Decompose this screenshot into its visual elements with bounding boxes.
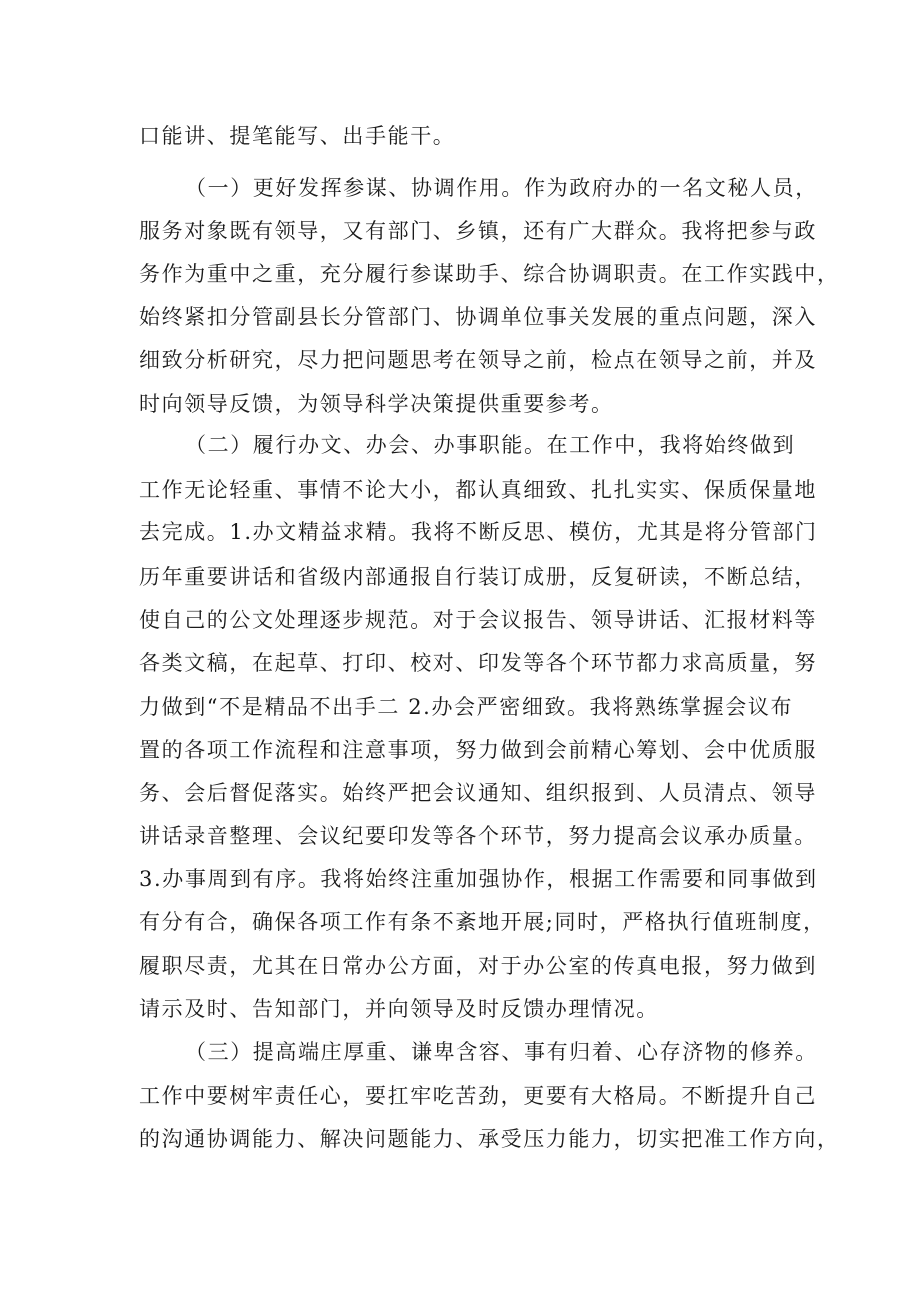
- paragraph-heading-2: （二）履行办文、办会、办事职能。在工作中，我将始终做到: [185, 433, 796, 457]
- text-line: 服务对象既有领导，又有部门、乡镇，还有广大群众。我将把参与政: [139, 219, 817, 243]
- text-line: 讲话录音整理、会议纪要印发等各个环节，努力提高会议承办质量。: [139, 824, 817, 848]
- text-line: 口能讲、提笔能写、出手能干。: [139, 124, 456, 148]
- paragraph-heading-3: （三）提高端庄厚重、谦卑含容、事有归着、心存济物的修养。: [185, 1040, 818, 1064]
- text-line: 细致分析研究，尽力把问题思考在领导之前，检点在领导之前，并及: [139, 348, 817, 372]
- text-line: 历年重要讲话和省级内部通报自行装订成册，反复研读，不断总结，: [139, 565, 817, 589]
- text-line: 去完成。1.办文精益求精。我将不断反思、模仿，尤其是将分管部门: [139, 520, 818, 544]
- text-line: 务作为重中之重，充分履行参谋助手、综合协调职责。在工作实践中，: [139, 262, 840, 286]
- text-line: 各类文稿，在起草、打印、校对、印发等各个环节都力求高质量，努: [139, 651, 817, 675]
- text-line: 务、会后督促落实。始终严把会议通知、组织报到、人员清点、领导: [139, 781, 817, 805]
- text-line: 力做到“不是精品不出手二 2.办会严密细致。我将熟练掌握会议布: [139, 695, 794, 719]
- text-line: 的沟通协调能力、解决问题能力、承受压力能力，切实把准工作方向，: [139, 1127, 840, 1151]
- text-line: 置的各项工作流程和注意事项，努力做到会前精心筹划、会中优质服: [139, 738, 817, 762]
- text-line: 有分有合，确保各项工作有条不紊地开展;同时，严格执行值班制度，: [139, 910, 826, 934]
- text-line: 履职尽责，尤其在日常办公方面，对于办公室的传真电报，努力做到: [139, 954, 817, 978]
- text-line: 使自己的公文处理逐步规范。对于会议报告、领导讲话、汇报材料等: [139, 608, 817, 632]
- text-line: 工作无论轻重、事情不论大小，都认真细致、扎扎实实、保质保量地: [139, 478, 817, 502]
- text-line: 时向领导反馈，为领导科学决策提供重要参考。: [139, 392, 614, 416]
- text-line: 始终紧扣分管副县长分管部门、协调单位事关发展的重点问题，深入: [139, 305, 817, 329]
- text-line: 3.办事周到有序。我将始终注重加强协作，根据工作需要和同事做到: [139, 867, 818, 891]
- paragraph-heading-1: （一）更好发挥参谋、协调作用。作为政府办的一名文秘人员，: [185, 176, 818, 200]
- text-line: 工作中要树牢责任心，要扛牢吃苦劲，更要有大格局。不断提升自己: [139, 1084, 817, 1108]
- text-line: 请示及时、告知部门，并向领导及时反馈办理情况。: [139, 997, 659, 1021]
